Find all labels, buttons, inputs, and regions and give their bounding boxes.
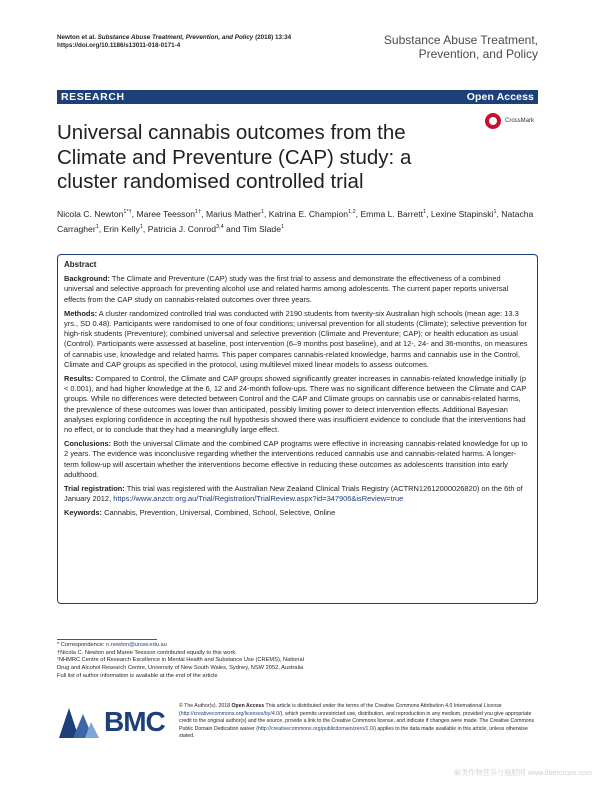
keywords-label: Keywords: bbox=[64, 508, 103, 518]
license-copyright: © The Author(s). 2018 bbox=[179, 703, 231, 709]
license-link-by[interactable]: http://creativecommons.org/licenses/by/4.0/ bbox=[180, 710, 281, 717]
author-name: Nicola C. Newton$^{1*\dagger}$ bbox=[57, 208, 132, 219]
abstract-background bbox=[64, 274, 529, 305]
crossmark-icon bbox=[485, 113, 501, 129]
author-name: Katrina E. Champion$^{1,2}$ bbox=[268, 208, 356, 219]
abstract-registration bbox=[64, 484, 529, 504]
doi-link[interactable]: https://doi.org/10.1186/s13011-018-0171-4 bbox=[57, 42, 181, 50]
author-list: Nicola C. Newton$^{1*\dagger}$, Maree Teesson$^{1\dagger}$, Marius Mather$^1$, Katrina E. Champion$^{1,2}$, Emma L. Barrett$^1$, Lexine Stapinski$^1$, Natacha Carragher$^1$, Erin Kelly$^1$, Patricia J. Conrod$^{3,4}$ and Tim Slade$^1$ bbox=[57, 208, 534, 234]
background-text: The Climate and Preventure (CAP) study was the first trial to assess and demonstrate the effectiveness of a combined universal and selective approach for preventing alcohol use and related harms among adolescents. The current paper reports universal effects from the CAP study on cannabis-related outcomes over three years. bbox=[64, 274, 509, 304]
license-text-3: ) applies to the data made available in this article, unless otherwise stated. bbox=[179, 725, 528, 740]
results-label: Results: bbox=[64, 374, 94, 384]
background-label: Background: bbox=[64, 274, 110, 284]
crossmark-label: CrossMark bbox=[505, 118, 535, 124]
conclusions-label: Conclusions: bbox=[64, 439, 112, 449]
author-name: Erin Kelly$^1$ bbox=[103, 223, 143, 234]
abstract-heading: Abstract bbox=[64, 260, 97, 269]
citation-authors: Newton et al. bbox=[57, 34, 96, 41]
open-access-label: Open Access bbox=[466, 91, 534, 103]
section-label: RESEARCH bbox=[61, 91, 125, 103]
keywords-text: Cannabis, Prevention, Universal, Combined, School, Selective, Online bbox=[104, 508, 336, 518]
author-name: Maree Teesson$^{1\dagger}$ bbox=[136, 208, 202, 219]
bmc-logo-icon bbox=[57, 704, 101, 740]
bmc-logo-text: BMC bbox=[104, 706, 165, 737]
license-link-zero[interactable]: http://creativecommons.org/publicdomain/zero/1.0/ bbox=[258, 725, 375, 732]
correspondence-email[interactable]: n.newton@unsw.edu.au bbox=[106, 642, 167, 648]
registration-label: Trial registration: bbox=[64, 484, 125, 494]
license-text-2: ), which permits unrestricted use, distribution, and reproduction in any medium, provided you give appropriate credit to the original author(s) and the source, provide a link to the Creative Commons license, and indicate if changes were made. The Creative Commons Public Domain Dedication waiver ( bbox=[179, 710, 535, 732]
author-name: Natacha Carragher$^1$ bbox=[57, 208, 534, 234]
citation-journal: Substance Abuse Treatment, Prevention, and Policy bbox=[97, 34, 254, 41]
journal-name bbox=[380, 33, 538, 61]
abstract-box bbox=[57, 254, 538, 604]
affiliation-note: ¹NHMRC Centre of Research Excellence in Mental Health and Substance Use (CREMS), National Drug and Alcohol Research Centre, University of New South Wales, Sydney, NSW 2052, Australia bbox=[57, 657, 304, 672]
author-name: Tim Slade$^1$ bbox=[242, 223, 285, 234]
citation-header bbox=[57, 34, 291, 51]
abstract-results bbox=[64, 374, 529, 435]
author-info-note: Full list of author information is available at the end of the article bbox=[57, 672, 218, 679]
author-name: Lexine Stapinski$^1$ bbox=[430, 208, 497, 219]
footnotes bbox=[57, 642, 307, 681]
equal-contribution-note: †Nicola C. Newton and Maree Teesson contributed equally to this work. bbox=[57, 649, 237, 656]
watermark bbox=[452, 768, 592, 777]
abstract-conclusions bbox=[64, 439, 529, 480]
article-title: Universal cannabis outcomes from the Climate and Preventure (CAP) study: a cluster randomised controlled trial bbox=[57, 121, 412, 193]
methods-label: Methods: bbox=[64, 308, 98, 318]
crossmark-button[interactable] bbox=[485, 113, 539, 131]
journal-name-line2: Prevention, and Policy bbox=[418, 47, 538, 61]
abstract-keywords bbox=[64, 508, 529, 518]
registration-link[interactable]: https://www.anzctr.org.au/Trial/Registration/TrialReview.aspx?id=347906&isReview=true bbox=[113, 494, 404, 504]
watermark-line2: www.fibercrops.com bbox=[527, 768, 592, 777]
watermark-line1: 麻类作物营养与施肥网 bbox=[453, 768, 526, 777]
license-open-access: Open Access bbox=[231, 703, 265, 709]
author-name: Marius Mather$^1$ bbox=[205, 208, 264, 219]
abstract-methods bbox=[64, 309, 529, 370]
registration-text: This trial was registered with the Australian New Zealand Clinical Trials Registry (ACTRN12612000026820) on the 6th of January 2012, bbox=[64, 484, 523, 504]
journal-name-line1: Substance Abuse Treatment, bbox=[383, 33, 538, 47]
correspondence-label: * Correspondence: bbox=[57, 642, 105, 648]
footnote-divider bbox=[57, 639, 157, 640]
bmc-logo bbox=[57, 704, 175, 740]
license-text bbox=[179, 703, 539, 741]
conclusions-text: Both the universal Climate and the combined CAP programs were effective in increasing cannabis-related knowledge for up to 2 years. The evidence was inconclusive regarding whether the interventions reduced cannabis use and cannabis-related harms. A longer-term follow-up will ascertain whether the interventions become effective in reducing these outcomes as adolescents transition into early adulthood. bbox=[64, 439, 528, 479]
author-name: Patricia J. Conrod$^{3,4}$ bbox=[147, 223, 224, 234]
license-text-1: This article is distributed under the terms of the Creative Commons Attribution 4.0 International License ( bbox=[179, 703, 502, 717]
methods-text: A cluster randomized controlled trial was conducted with 2190 students from twenty-six Australian high schools (mean age: 13.3 yrs., SD 0.48). Participants were randomised to one of four conditions; universal prevention for all students (Climate); selective prevention for high-risk students (Preventure); combined universal and selective prevention (Climate and Preventure; CAP); or health education as usual (Control). Participants were assessed at baseline, post intervention (6–9 months post baseline), and at 12-, 24- and 36-months, on measures of cannabis use, knowledge and related harms. This paper compares cannabis-related knowledge, harms and cannabis use in the Control, Climate and CAP groups as specified in the protocol, using multilevel mixed linear models to assess outcomes. bbox=[64, 308, 528, 369]
citation-year: (2018) 13:34 bbox=[255, 34, 292, 41]
author-name: Emma L. Barrett$^1$ bbox=[360, 208, 427, 219]
section-banner bbox=[57, 90, 538, 104]
results-text: Compared to Control, the Climate and CAP groups showed significantly greater increases in cannabis-related knowledge initially (p < 0.001), and had higher knowledge at the 6, 12 and 24-month follow-ups. There was no significant difference between the Climate and CAP groups. While no differences were detected between Control and the CAP and Climate groups on cannabis use or cannabis-related harms, the prevalence of these outcomes was lower than anticipated, possibly limiting power to detect intervention effects. Additional Bayesian analyses exploring confidence in accepting the null hypothesis showed there was insufficient evidence to conclude that the interventions had no effect, or to conclude that they had a meaningfully large effect. bbox=[64, 374, 527, 435]
